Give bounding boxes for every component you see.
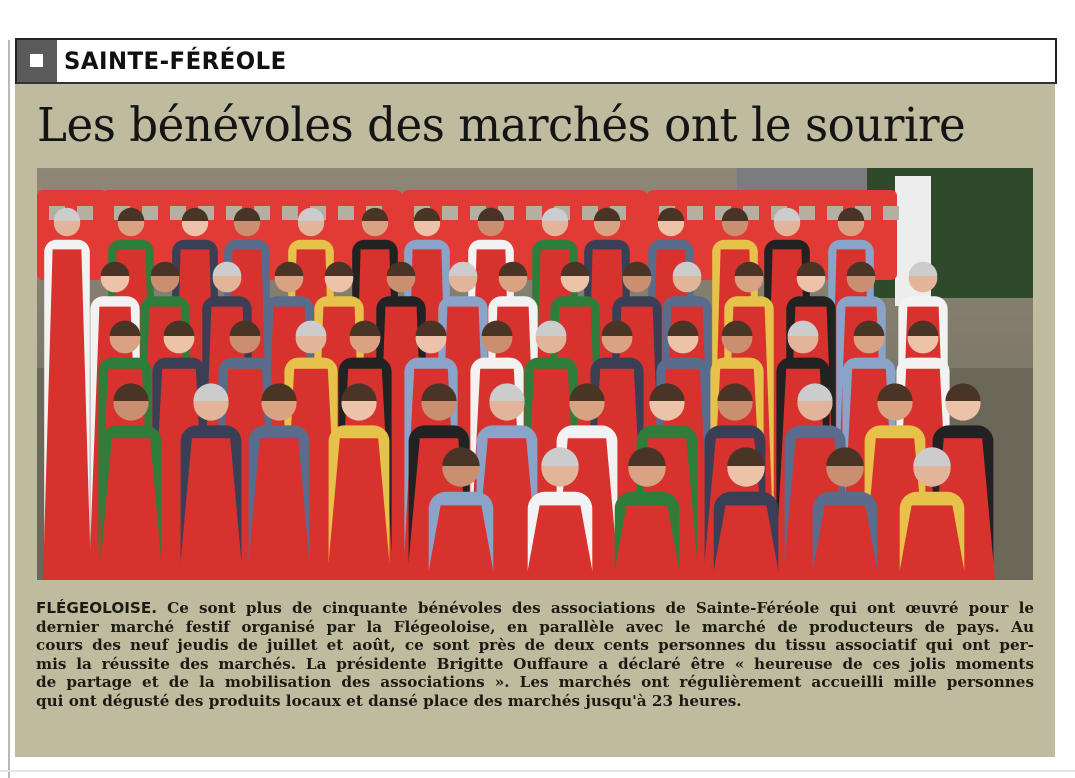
body-line: qui ont dégusté des produits locaux et dansé place des marchés jusqu'à 23 heures. (36, 691, 742, 710)
volunteer-figure (43, 208, 91, 580)
article-lead: FLÉGEOLOISE. (36, 599, 157, 617)
page-margin-rule (8, 40, 10, 778)
article-title: Les bénévoles des marchés ont le sourire (37, 98, 966, 153)
body-text: Ce sont plus de cinquante bénévoles des associations de Sainte-Féréole qui ont œuvré pour le (156, 599, 1034, 617)
group-photo-image (37, 168, 1033, 580)
body-line: de partage et de la mobilisation des associations ». Les marchés ont régulièrement accueilli mille personnes (36, 673, 1034, 692)
body-line: dernier marché festif organisé par la Flégeoloise, en parallèle avec le marché de producteurs de pays. Au (36, 617, 1034, 636)
section-header (15, 38, 1057, 84)
body-line: cours des neuf jeudis de juillet et août, ce sont près de deux cents personnes du tissu associatif qui ont per- (36, 636, 1034, 655)
article-body (36, 599, 1034, 711)
article-panel (15, 84, 1055, 757)
body-line (36, 599, 1034, 618)
section-label: SAINTE-FÉRÉOLE (64, 47, 287, 75)
article-photo (37, 168, 1033, 580)
section-square-icon (17, 40, 57, 82)
page-bottom-rule (0, 770, 1075, 772)
body-line: mis la réussite des marchés. La présidente Brigitte Ouffaure a déclaré être « heureuse de ces jolis moments (36, 654, 1034, 673)
